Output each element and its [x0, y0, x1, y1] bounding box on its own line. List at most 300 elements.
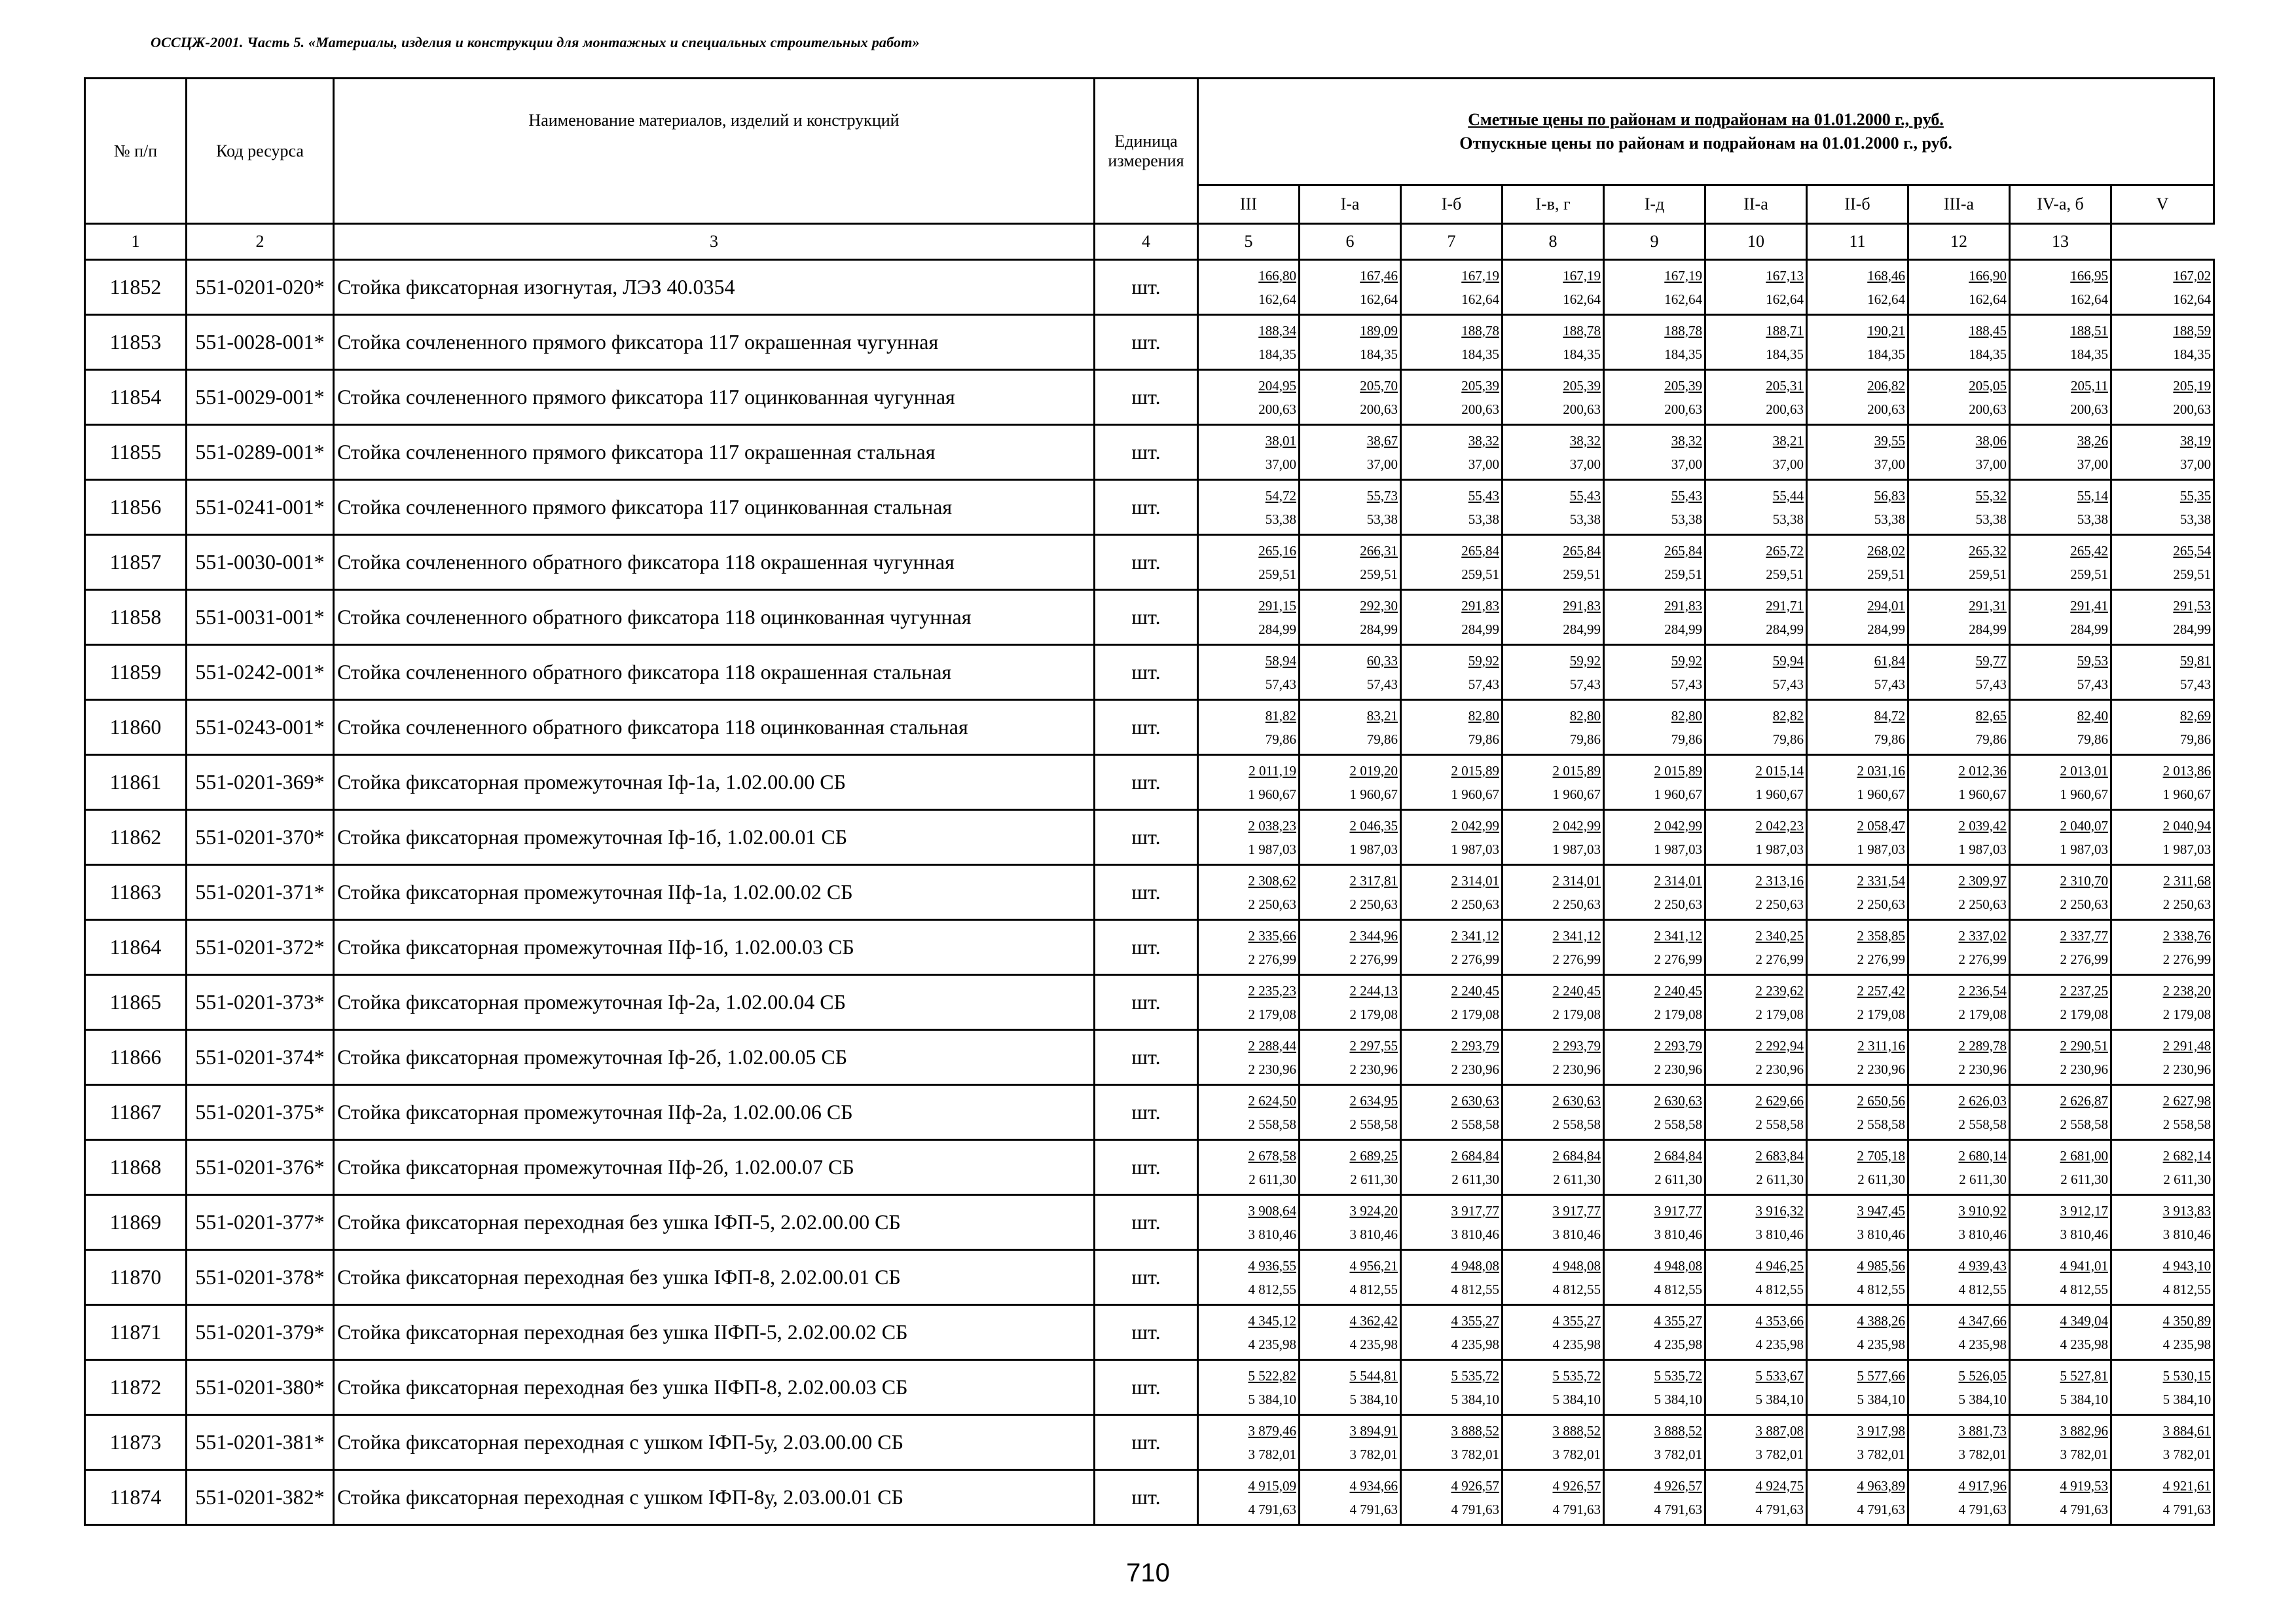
estimated-price: 3 917,98 [1857, 1422, 1905, 1439]
resource-code: 551-0030-001* [187, 535, 334, 590]
price-cell [1198, 1250, 1300, 1305]
estimated-price: 5 533,67 [1755, 1367, 1804, 1384]
release-price: 1 960,67 [1349, 786, 1398, 802]
release-price: 2 250,63 [1958, 896, 2007, 912]
estimated-price: 2 311,68 [2163, 872, 2212, 889]
estimated-price: 265,84 [1461, 542, 1499, 559]
estimated-price: 2 038,23 [1248, 817, 1296, 834]
estimated-price: 189,09 [1360, 322, 1398, 339]
estimated-price: 2 239,62 [1755, 982, 1804, 999]
estimated-price: 3 947,45 [1857, 1202, 1905, 1219]
region-header: II-б [1807, 185, 1908, 224]
price-cell [1198, 1305, 1300, 1360]
release-price: 53,38 [1671, 511, 1702, 527]
row-number: 11862 [85, 810, 187, 865]
estimated-price: 4 926,57 [1451, 1477, 1499, 1494]
price-cell [1705, 700, 1807, 755]
estimated-price: 291,31 [1969, 597, 2007, 614]
estimated-price: 2 236,54 [1958, 982, 2007, 999]
estimated-price: 38,67 [1366, 432, 1398, 449]
price-cell [1503, 1195, 1604, 1250]
price-cell [1908, 1415, 2010, 1470]
release-price: 259,51 [1969, 566, 2007, 582]
resource-code: 551-0201-369* [187, 755, 334, 810]
release-price: 2 276,99 [1349, 951, 1398, 967]
release-price: 5 384,10 [1248, 1391, 1296, 1407]
column-number: 8 [1503, 224, 1604, 260]
row-number: 11856 [85, 480, 187, 535]
estimated-price: 3 908,64 [1248, 1202, 1296, 1219]
release-price: 4 235,98 [1451, 1336, 1499, 1352]
price-cell [2111, 260, 2214, 315]
release-price: 37,00 [1975, 456, 2007, 472]
region-header: III-а [1908, 185, 2010, 224]
price-cell [1604, 1030, 1705, 1085]
release-price: 1 987,03 [2060, 841, 2108, 857]
estimated-price: 2 039,42 [1958, 817, 2007, 834]
estimated-price: 2 292,94 [1755, 1037, 1804, 1054]
price-cell [1198, 1195, 1300, 1250]
estimated-price: 291,83 [1461, 597, 1499, 614]
resource-code: 551-0201-375* [187, 1085, 334, 1140]
estimated-price: 188,51 [2070, 322, 2108, 339]
price-cell [1300, 1030, 1401, 1085]
release-price: 162,64 [2173, 291, 2212, 307]
price-cell [1503, 260, 1604, 315]
price-cell [2111, 590, 2214, 645]
release-price: 200,63 [1664, 401, 1702, 417]
estimated-price: 2 293,79 [1451, 1037, 1499, 1054]
release-price: 1 960,67 [1654, 786, 1702, 802]
price-cell [1705, 1250, 1807, 1305]
price-cell [2010, 1250, 2111, 1305]
release-price: 2 611,30 [1350, 1171, 1398, 1187]
estimated-price: 2 013,01 [2060, 762, 2108, 779]
release-price: 5 384,10 [1552, 1391, 1601, 1407]
release-price: 2 230,96 [1552, 1061, 1601, 1077]
release-price: 200,63 [1969, 401, 2007, 417]
price-cell [1705, 1305, 1807, 1360]
material-name: Стойка фиксаторная промежуточная IIф-1б, 1.02.00.03 СБ [334, 920, 1095, 975]
price-cell [1503, 1030, 1604, 1085]
release-price: 162,64 [1664, 291, 1702, 307]
price-cell [2010, 370, 2111, 425]
estimated-price: 4 946,25 [1755, 1257, 1804, 1274]
price-cell [1198, 425, 1300, 480]
header-unit: Единица измерения [1095, 79, 1198, 224]
price-cell [1705, 480, 1807, 535]
price-cell [1705, 755, 1807, 810]
release-price: 37,00 [2077, 456, 2108, 472]
column-number: 4 [1095, 224, 1198, 260]
price-cell [1705, 1415, 1807, 1470]
release-price: 5 384,10 [1349, 1391, 1398, 1407]
release-price: 2 276,99 [1958, 951, 2007, 967]
estimated-price: 82,65 [1975, 707, 2007, 724]
release-price: 53,38 [1772, 511, 1804, 527]
estimated-price: 2 240,45 [1552, 982, 1601, 999]
release-price: 259,51 [1867, 566, 1905, 582]
resource-code: 551-0201-381* [187, 1415, 334, 1470]
release-price: 4 812,55 [2060, 1281, 2108, 1297]
price-cell [1503, 480, 1604, 535]
estimated-price: 38,01 [1265, 432, 1296, 449]
region-header: IV-а, б [2010, 185, 2111, 224]
estimated-price: 3 894,91 [1349, 1422, 1398, 1439]
estimated-price: 2 705,18 [1857, 1147, 1905, 1164]
release-price: 200,63 [1258, 401, 1296, 417]
estimated-price: 4 948,08 [1654, 1257, 1702, 1274]
price-cell [2010, 425, 2111, 480]
estimated-price: 2 314,01 [1654, 872, 1702, 889]
price-cell [2010, 1470, 2111, 1525]
price-cell [1503, 810, 1604, 865]
release-price: 4 791,63 [1654, 1501, 1702, 1517]
column-number: 11 [1807, 224, 1908, 260]
price-cell [1300, 1415, 1401, 1470]
release-price: 2 276,99 [1857, 951, 1905, 967]
price-cell [2111, 755, 2214, 810]
release-price: 2 611,30 [1553, 1171, 1601, 1187]
price-cell [1503, 535, 1604, 590]
estimated-price: 55,35 [2179, 487, 2212, 504]
material-name: Стойка сочлененного прямого фиксатора 117 окрашенная стальная [334, 425, 1095, 480]
release-price: 2 230,96 [2162, 1061, 2212, 1077]
unit: шт. [1095, 1415, 1198, 1470]
estimated-price: 2 341,12 [1451, 927, 1499, 944]
release-price: 4 812,55 [1451, 1281, 1499, 1297]
estimated-price: 292,30 [1360, 597, 1398, 614]
price-cell [2010, 1415, 2111, 1470]
estimated-price: 2 257,42 [1857, 982, 1905, 999]
release-price: 259,51 [1766, 566, 1804, 582]
resource-code: 551-0201-376* [187, 1140, 334, 1195]
price-cell [1503, 425, 1604, 480]
release-price: 184,35 [2173, 346, 2212, 362]
estimated-price: 291,41 [2070, 597, 2108, 614]
estimated-price: 4 941,01 [2060, 1257, 2108, 1274]
estimated-price: 60,33 [1366, 652, 1398, 669]
table-row [85, 1470, 2214, 1525]
column-number: 10 [1705, 224, 1807, 260]
release-price: 284,99 [1664, 621, 1702, 637]
price-cell [1198, 920, 1300, 975]
estimated-price: 2 341,12 [1552, 927, 1601, 944]
row-number: 11866 [85, 1030, 187, 1085]
unit: шт. [1095, 1250, 1198, 1305]
release-price: 259,51 [1258, 566, 1296, 582]
estimated-price: 2 650,56 [1857, 1092, 1905, 1109]
estimated-price: 5 535,72 [1654, 1367, 1702, 1384]
release-price: 2 276,99 [2060, 951, 2108, 967]
estimated-price: 2 683,84 [1755, 1147, 1804, 1164]
estimated-price: 190,21 [1867, 322, 1905, 339]
price-cell [1604, 1415, 1705, 1470]
estimated-price: 3 884,61 [2162, 1422, 2212, 1439]
price-cell [1300, 370, 1401, 425]
resource-code: 551-0201-373* [187, 975, 334, 1030]
price-cell [1198, 315, 1300, 370]
price-cell [1705, 865, 1807, 920]
price-cell [2010, 1140, 2111, 1195]
release-price: 37,00 [2179, 456, 2212, 472]
estimated-price: 4 963,89 [1857, 1477, 1905, 1494]
price-cell [1300, 1360, 1401, 1415]
estimated-price: 3 924,20 [1349, 1202, 1398, 1219]
row-number: 11855 [85, 425, 187, 480]
price-cell [1300, 1085, 1401, 1140]
price-cell [1705, 1030, 1807, 1085]
release-price: 2 230,96 [1755, 1061, 1804, 1077]
release-price: 4 791,63 [2162, 1501, 2212, 1517]
release-price: 5 384,10 [2162, 1391, 2212, 1407]
estimated-price: 4 355,27 [1654, 1312, 1702, 1329]
estimated-price: 2 314,01 [1552, 872, 1601, 889]
estimated-price: 2 682,14 [2162, 1147, 2212, 1164]
estimated-price: 166,80 [1258, 267, 1296, 284]
release-price: 4 235,98 [2060, 1336, 2108, 1352]
price-cell [2111, 920, 2214, 975]
table-row [85, 1195, 2214, 1250]
release-price: 2 276,99 [2162, 951, 2212, 967]
price-cell [1604, 425, 1705, 480]
price-cell [1807, 920, 1908, 975]
region-header: III [1198, 185, 1300, 224]
estimated-price: 265,72 [1766, 542, 1804, 559]
price-cell [2010, 1195, 2111, 1250]
row-number: 11869 [85, 1195, 187, 1250]
estimated-price: 2 684,84 [1552, 1147, 1601, 1164]
price-cell [1908, 590, 2010, 645]
release-price: 2 250,63 [1349, 896, 1398, 912]
estimated-price: 2 046,35 [1349, 817, 1398, 834]
unit: шт. [1095, 1030, 1198, 1085]
release-price: 3 810,46 [1248, 1226, 1296, 1242]
estimated-price: 38,26 [2077, 432, 2108, 449]
price-cell [1908, 810, 2010, 865]
table-row [85, 1030, 2214, 1085]
price-cell [2111, 975, 2214, 1030]
estimated-price: 3 879,46 [1248, 1422, 1296, 1439]
estimated-price: 2 340,25 [1755, 927, 1804, 944]
price-cell [1198, 645, 1300, 700]
release-price: 2 558,58 [2060, 1116, 2108, 1132]
release-price: 259,51 [2070, 566, 2108, 582]
price-table [84, 77, 2215, 1526]
estimated-price: 4 362,42 [1349, 1312, 1398, 1329]
row-number: 11872 [85, 1360, 187, 1415]
release-price: 53,38 [1366, 511, 1398, 527]
release-price: 5 384,10 [2060, 1391, 2108, 1407]
price-cell [1807, 810, 1908, 865]
price-cell [1300, 590, 1401, 645]
estimated-price: 4 353,66 [1755, 1312, 1804, 1329]
release-price: 53,38 [1468, 511, 1499, 527]
unit: шт. [1095, 315, 1198, 370]
price-cell [1705, 920, 1807, 975]
price-cell [1807, 260, 1908, 315]
row-number: 11863 [85, 865, 187, 920]
release-price: 1 987,03 [1552, 841, 1601, 857]
release-price: 4 235,98 [1552, 1336, 1601, 1352]
estimated-price: 56,83 [1874, 487, 1905, 504]
release-price: 53,38 [1265, 511, 1296, 527]
table-row [85, 425, 2214, 480]
release-price: 3 782,01 [1654, 1446, 1702, 1462]
resource-code: 551-0243-001* [187, 700, 334, 755]
price-cell [1908, 1360, 2010, 1415]
estimated-price: 291,83 [1563, 597, 1601, 614]
row-number: 11859 [85, 645, 187, 700]
estimated-price: 2 240,45 [1654, 982, 1702, 999]
price-cell [1908, 315, 2010, 370]
estimated-price: 38,32 [1671, 432, 1702, 449]
price-cell [1807, 425, 1908, 480]
row-number: 11871 [85, 1305, 187, 1360]
region-header: I-а [1300, 185, 1401, 224]
release-price: 4 812,55 [1857, 1281, 1905, 1297]
release-price: 2 250,63 [1552, 896, 1601, 912]
document-header: ОССЦЖ-2001. Часть 5. «Материалы, изделия и конструкции для монтажных и специальных строительных работ» [151, 34, 920, 50]
price-cell [1908, 1030, 2010, 1085]
price-cell [1807, 865, 1908, 920]
release-price: 162,64 [1969, 291, 2007, 307]
price-cell [1300, 645, 1401, 700]
estimated-price: 2 042,23 [1755, 817, 1804, 834]
price-cell [1401, 1085, 1503, 1140]
release-price: 37,00 [1772, 456, 1804, 472]
price-cell [2010, 315, 2111, 370]
price-cell [1705, 1140, 1807, 1195]
price-cell [1705, 1085, 1807, 1140]
price-table-body [85, 260, 2214, 1525]
material-name: Стойка фиксаторная промежуточная Iф-1б, 1.02.00.01 СБ [334, 810, 1095, 865]
price-cell [1604, 370, 1705, 425]
unit: шт. [1095, 1085, 1198, 1140]
price-cell [1604, 865, 1705, 920]
estimated-price: 2 314,01 [1451, 872, 1499, 889]
price-cell [1908, 1470, 2010, 1525]
estimated-price: 2 238,20 [2162, 982, 2212, 999]
price-cell [1705, 1360, 1807, 1415]
estimated-price: 2 290,51 [2060, 1037, 2108, 1054]
price-cell [1300, 1195, 1401, 1250]
price-cell [1705, 1470, 1807, 1525]
resource-code: 551-0201-371* [187, 865, 334, 920]
release-price: 4 812,55 [1248, 1281, 1296, 1297]
estimated-price: 268,02 [1867, 542, 1905, 559]
release-price: 3 810,46 [1857, 1226, 1905, 1242]
table-row [85, 1360, 2214, 1415]
estimated-price: 2 031,16 [1857, 762, 1905, 779]
release-price: 53,38 [2077, 511, 2108, 527]
estimated-price: 265,32 [1969, 542, 2007, 559]
price-cell [1198, 1415, 1300, 1470]
release-price: 2 250,63 [1451, 896, 1499, 912]
estimated-price: 38,32 [1569, 432, 1601, 449]
price-cell [1401, 1305, 1503, 1360]
price-cell [1300, 975, 1401, 1030]
material-name: Стойка фиксаторная переходная без ушка IIФП-8, 2.02.00.03 СБ [334, 1360, 1095, 1415]
release-price: 79,86 [2077, 731, 2108, 747]
release-price: 2 250,63 [2060, 896, 2108, 912]
price-cell [1604, 315, 1705, 370]
price-cell [2010, 865, 2111, 920]
release-price: 2 230,96 [1248, 1061, 1296, 1077]
table-row [85, 645, 2214, 700]
release-price: 3 782,01 [1857, 1446, 1905, 1462]
price-cell [1300, 480, 1401, 535]
unit: шт. [1095, 370, 1198, 425]
estimated-price: 55,32 [1975, 487, 2007, 504]
estimated-price: 55,43 [1671, 487, 1702, 504]
price-cell [1807, 975, 1908, 1030]
release-price: 2 250,63 [2162, 896, 2212, 912]
release-price: 2 250,63 [1857, 896, 1905, 912]
estimated-price: 4 936,55 [1248, 1257, 1296, 1274]
estimated-price: 2 331,54 [1857, 872, 1905, 889]
estimated-price: 204,95 [1258, 377, 1296, 394]
release-price: 1 987,03 [1654, 841, 1702, 857]
price-cell [2010, 700, 2111, 755]
price-cell [2010, 480, 2111, 535]
price-cell [1401, 1195, 1503, 1250]
release-price: 200,63 [2173, 401, 2212, 417]
estimated-price: 3 882,96 [2060, 1422, 2108, 1439]
column-number: 9 [1604, 224, 1705, 260]
price-cell [1908, 425, 2010, 480]
estimated-price: 84,72 [1874, 707, 1905, 724]
estimated-price: 205,39 [1664, 377, 1702, 394]
release-price: 4 791,63 [2060, 1501, 2108, 1517]
price-cell [1908, 1305, 2010, 1360]
estimated-price: 2 288,44 [1248, 1037, 1296, 1054]
price-cell [1604, 810, 1705, 865]
material-name: Стойка сочлененного обратного фиксатора 118 оцинкованная стальная [334, 700, 1095, 755]
estimated-price: 4 347,66 [1958, 1312, 2007, 1329]
price-cell [1807, 315, 1908, 370]
table-row [85, 590, 2214, 645]
estimated-price: 188,78 [1563, 322, 1601, 339]
unit: шт. [1095, 1195, 1198, 1250]
release-price: 1 987,03 [1248, 841, 1296, 857]
release-price: 2 276,99 [1654, 951, 1702, 967]
release-price: 4 791,63 [1857, 1501, 1905, 1517]
release-price: 3 782,01 [1552, 1446, 1601, 1462]
release-price: 1 960,67 [2162, 786, 2212, 802]
estimated-price: 4 915,09 [1248, 1477, 1296, 1494]
estimated-price: 3 917,77 [1552, 1202, 1601, 1219]
column-number: 2 [187, 224, 334, 260]
release-price: 3 810,46 [1958, 1226, 2007, 1242]
release-price: 284,99 [1766, 621, 1804, 637]
price-cell [1807, 645, 1908, 700]
release-price: 37,00 [1265, 456, 1296, 472]
price-cell [1503, 920, 1604, 975]
estimated-price: 4 919,53 [2060, 1477, 2108, 1494]
table-row [85, 370, 2214, 425]
release-price: 2 558,58 [1248, 1116, 1296, 1132]
release-price: 2 611,30 [2060, 1171, 2108, 1187]
estimated-price: 59,53 [2077, 652, 2108, 669]
estimated-price: 2 237,25 [2060, 982, 2108, 999]
price-cell [2111, 1195, 2214, 1250]
price-cell [1300, 755, 1401, 810]
estimated-price: 2 317,81 [1349, 872, 1398, 889]
estimated-price: 61,84 [1874, 652, 1905, 669]
price-cell [1198, 810, 1300, 865]
header-num: № п/п [85, 79, 187, 224]
